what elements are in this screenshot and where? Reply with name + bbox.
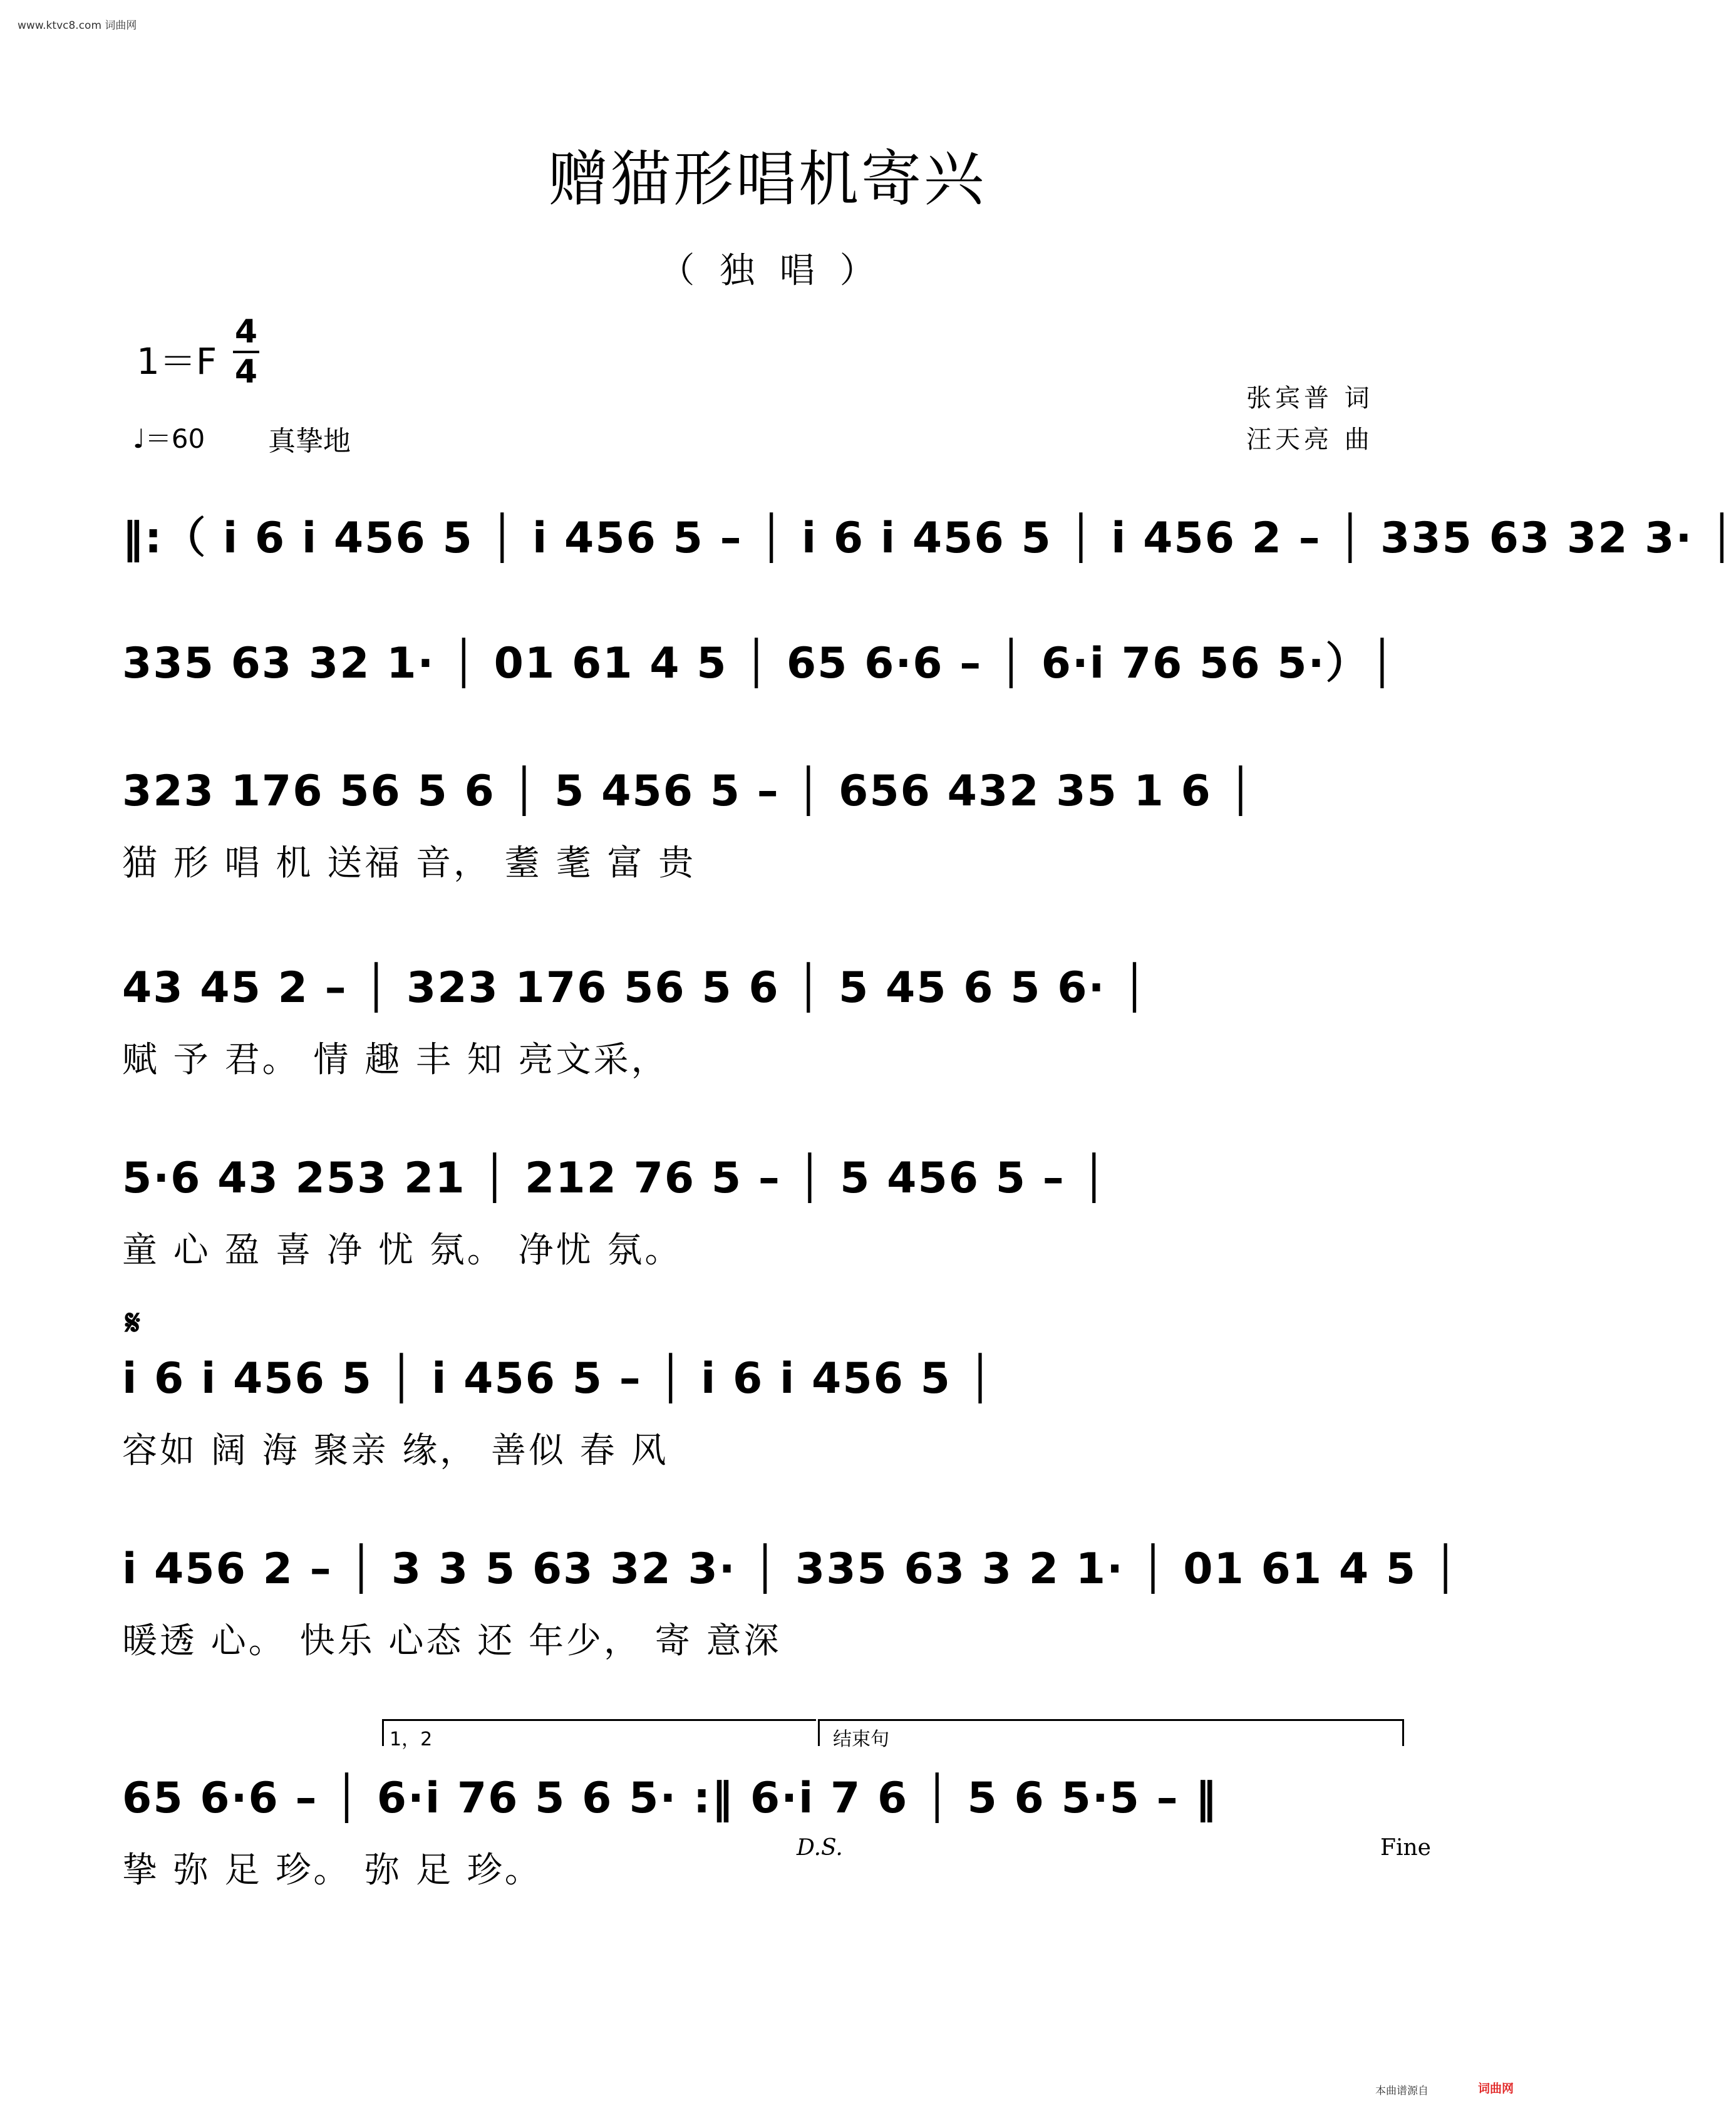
lyrics-line: 挚 弥 足 珍。 弥 足 珍。	[122, 1850, 542, 1891]
notation-line: 43 45 2 – │ 323 176 56 5 6 │ 5 45 6 5 6· │	[122, 963, 1149, 1013]
lyrics-line: 暖透 心。 快乐 心态 还 年少， 寄 意深	[122, 1621, 782, 1661]
tempo-mark: ♩＝60	[133, 423, 205, 454]
composer-credit: 汪天亮 曲	[1246, 425, 1373, 454]
ds-mark: D.S.	[797, 1835, 843, 1861]
volta-label-1: 1，2	[390, 1728, 433, 1750]
fine-mark: Fine	[1380, 1835, 1431, 1861]
lyrics-line: 童 心 盈 喜 净 忧 氛。 净忧 氛。	[122, 1230, 683, 1271]
key-signature: 1＝F	[137, 340, 217, 383]
time-signature	[232, 313, 261, 391]
lyrics-line: 容如 阔 海 聚亲 缘， 善似 春 风	[122, 1430, 669, 1471]
notation-line: i 6 i 456 5 │ i 456 5 – │ i 6 i 456 5 │	[122, 1354, 995, 1403]
notation-line: 323 176 56 5 6 │ 5 456 5 – │ 656 432 35 1 6 │	[122, 767, 1255, 816]
footer-source: 本曲谱源自	[1375, 2085, 1429, 2097]
song-subtitle: （ 独 唱 ）	[659, 251, 875, 291]
site-header: www.ktvc8.com 词曲网	[18, 19, 137, 32]
notation-line: i 456 2 – │ 3 3 5 63 32 3· │ 335 63 3 2 1· │ 01 61 4 5 │	[122, 1544, 1460, 1594]
expression-mark: 真挚地	[268, 425, 351, 457]
lyricist-credit: 张宾普 词	[1246, 384, 1373, 413]
segno-sign: 𝄋	[125, 1303, 141, 1343]
lyrics-line: 赋 予 君。 情 趣 丰 知 亮文采，	[122, 1040, 669, 1080]
time-signature-bottom: 4	[234, 353, 258, 391]
time-signature-top: 4	[234, 313, 258, 351]
notation-line: 65 6·6 – │ 6·i 76 5 6 5· :‖ 6·i 7 6 │ 5 6 5·5 – ‖	[122, 1774, 1218, 1823]
volta-bracket-ending	[818, 1719, 1404, 1746]
notation-line: 335 63 32 1· │ 01 61 4 5 │ 65 6·6 – │ 6·i 76 56 5·）│	[122, 639, 1397, 688]
song-title: 赠猫形唱机寄兴	[548, 144, 986, 214]
notation-line: 5·6 43 253 21 │ 212 76 5 – │ 5 456 5 – │	[122, 1154, 1108, 1203]
lyrics-line: 猫 形 唱 机 送福 音， 耋 耄 富 贵	[122, 843, 696, 884]
notation-line: ‖:（ i 6 i 456 5 │ i 456 5 – │ i 6 i 456 5 │ i 456 2 – │ 335 63 32 3· │	[122, 514, 1736, 563]
footer-logo: 词曲网	[1478, 2082, 1514, 2095]
volta-bracket-1	[382, 1719, 816, 1746]
volta-label-ending: 结束句	[833, 1728, 889, 1750]
